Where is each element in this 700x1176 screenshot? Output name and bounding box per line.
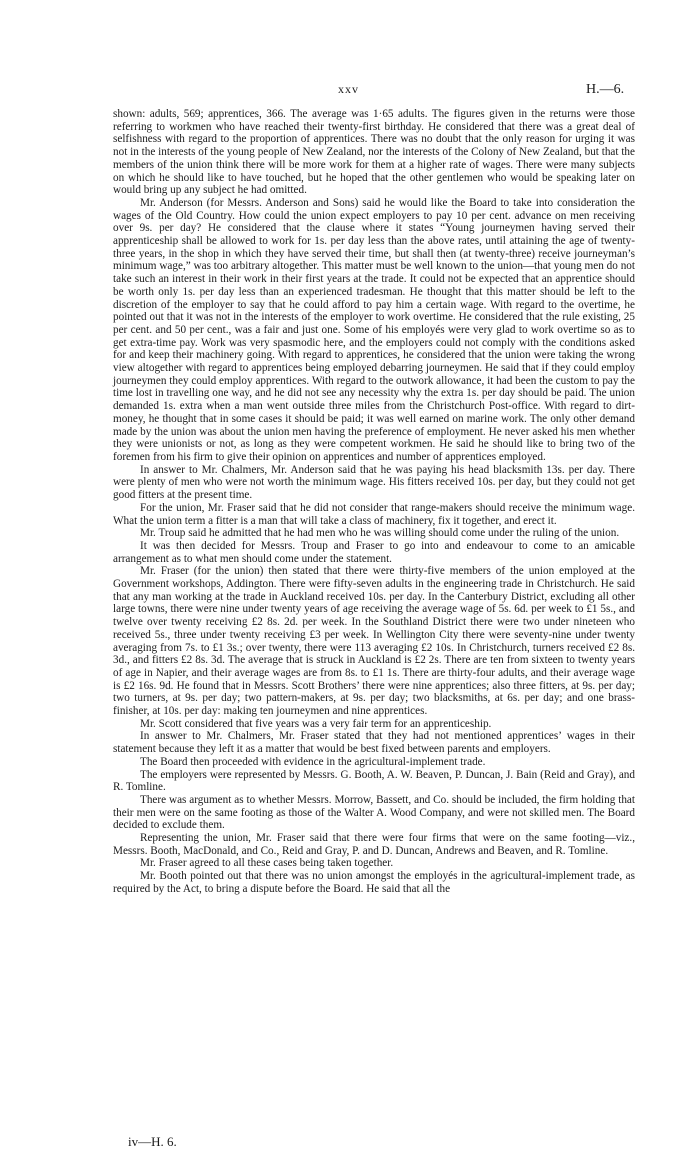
paragraph: The employers were represented by Messrs. G. Booth, A. W. Beaven, P. Duncan, J. Bain (Reid and Gray), and R. Tomline.	[113, 768, 635, 794]
paragraph: Representing the union, Mr. Fraser said that there were four firms that were on the same footing—viz., Messrs. Booth, MacDonald, and Co., Reid and Gray, P. and D. Duncan, Andrews and Beaven, and R. Tomline.	[113, 832, 635, 857]
paragraph: There was argument as to whether Messrs. Morrow, Bassett, and Co. should be included, the firm holding that their men were on the same footing as those of the Walter A. Wood Company, and were not skilled men. The Board decided to exclude them.	[113, 793, 635, 832]
page-header	[0, 82, 700, 102]
paragraph: The Board then proceeded with evidence in the agricultural-implement trade.	[140, 755, 486, 768]
paragraph: Mr. Scott considered that five years was a very fair term for an apprenticeship.	[140, 717, 492, 730]
paragraph: In answer to Mr. Chalmers, Mr. Fraser stated that they had not mentioned apprentices’ wages in their statement because they left it as a matter that would be best fixed between parents and employers.	[113, 730, 635, 756]
paragraph: In answer to Mr. Chalmers, Mr. Anderson said that he was paying his head blacksmith 13s. per day. There were plenty of men who were not worth the minimum wage. His fitters received 10s. per day, but they could not get good fitters at the present time.	[113, 463, 635, 502]
paragraph: Mr. Troup said he admitted that he had men who he was willing should come under the ruling of the union.	[140, 527, 620, 540]
paragraph: For the union, Mr. Fraser said that he did not consider that range-makers should receive the minimum wage. What the union term a fitter is a man that will take a class of machinery, fix it together, and erect it.	[113, 501, 635, 527]
paragraph: It was then decided for Messrs. Troup and Fraser to go into and endeavour to come to an amicable arrangement as to what men should come under the statement.	[113, 539, 635, 565]
paragraph: shown: adults, 569; apprentices, 366. The average was 1·65 adults. The figures given in the returns were those referring to workmen who have reached their twenty-first birthday. He considered that there was a great deal of selfishness with regard to the proportion of apprentices. There was no doubt that the only reason for urging it was not in the interests of the young people of New Zealand, nor the interests of the Colony of New Zealand, but that the members of the union think there will be more work for them at a higher rate of wages. There were many subjects on which he should like to have touched, but he hoped that the other gentlemen who would be speaking later on would bring up any subject he had omitted.	[113, 108, 635, 197]
paragraph: Mr. Fraser (for the union) then stated that there were thirty-five members of the union employed at the Government workshops, Addington. There were fifty-seven adults in the engineering trade in Christchurch. He said that any man working at the trade in Auckland received 10s. per day. In the Canterbury District, excluding all other large towns, there were nine under twenty years of age receiving the average wage of 5s. 6d. per week to £1 5s., and twelve over twenty receiving £2 8s. 2d. per week. In the Southland District there were two under nineteen who received 5s., three under twenty receiving £3 per week. In Wellington City there were seventy-nine under twenty averaging from 7s. to £1 3s.; over twenty, there were 113 averaging £2 10s. In Christchurch, turners received £2 8s. 3d., and fitters £2 8s. 3d. The average that is struck in Auckland is £2 2s. There are ten from sixteen to twenty years of age in Napier, and their average wages are from 8s. to £1 1s. There are thirty-four adults, and their average wage is £2 16s. 9d. He found that in Messrs. Scott Brothers’ there were nine apprentices; also three fitters, at 9s. per day; two turners, at 9s. per day; two pattern-makers, at 9s. per day; two blacksmiths, at 6s. per day; and one brass-finisher, at 10s. per day: making ten journeymen and nine apprentices.	[113, 565, 635, 718]
paragraph: Mr. Anderson (for Messrs. Anderson and Sons) said he would like the Board to take into consideration the wages of the Old Country. How could the union expect employers to pay 10 per cent. advance on men receiving over 9s. per day? He considered that the clause where it states “Young journeymen having served their apprenticeship shall be allowed to work for 1s. per day less than the above rates, until attaining the age of twenty-three years, in the shop in which they have served their time, but shall then (at twenty-three) receive journeyman’s minimum wage,” was too arbitrary altogether. This matter must be well known to the union—that young men do not take such an interest in their work in their first years at the trade. It could not be expected that an apprentice should be worth only 1s. per day less than an experienced tradesman. He thought that this matter should be left to the discretion of the employer to say that he could afford to pay him a certain wage. With regard to the overtime, he pointed out that it was not in the interests of the employer to work overtime. He considered that the rule existing, 25 per cent. and 50 per cent., was a fair and just one. Some of his employés were very glad to work overtime so as to get extra-time pay. Work was very spasmodic here, and the employers could not comply with the conditions asked for and keep their machinery going. With regard to apprentices, he considered that the union were taking the wrong view altogether with regard to apprentices being employed debarring journeymen. He said that if they could employ journeymen they could employ apprentices. With regard to the outwork allowance, it had been the custom to pay the time lost in travelling one way, and he did not see any necessity why the extra 1s. per day should be paid. The union demanded 1s. extra when a man went outside three miles from the Christchurch Post-office. With regard to dirt-money, he thought that in some cases it should be paid; it was well earned on marine work. The only other demand made by the union was about the union men having the preference of employment. He never asked his men whether they were unionists or not, as long as they were competent workmen. He said he should like to bring two of the foremen from his firm to give their opinion on apprentices and number of apprentices employed.	[113, 196, 635, 463]
body-text	[113, 108, 635, 896]
document-reference: H.—6.	[586, 82, 625, 97]
paragraph: Mr. Booth pointed out that there was no union amongst the employés in the agricultural-implement trade, as required by the Act, to bring a dispute before the Board. He said that all the	[113, 870, 635, 895]
signature-mark: iv—H. 6.	[128, 1134, 177, 1149]
page-number: xxv	[338, 82, 359, 96]
paragraph: Mr. Fraser agreed to all these cases being taken together.	[140, 857, 394, 870]
